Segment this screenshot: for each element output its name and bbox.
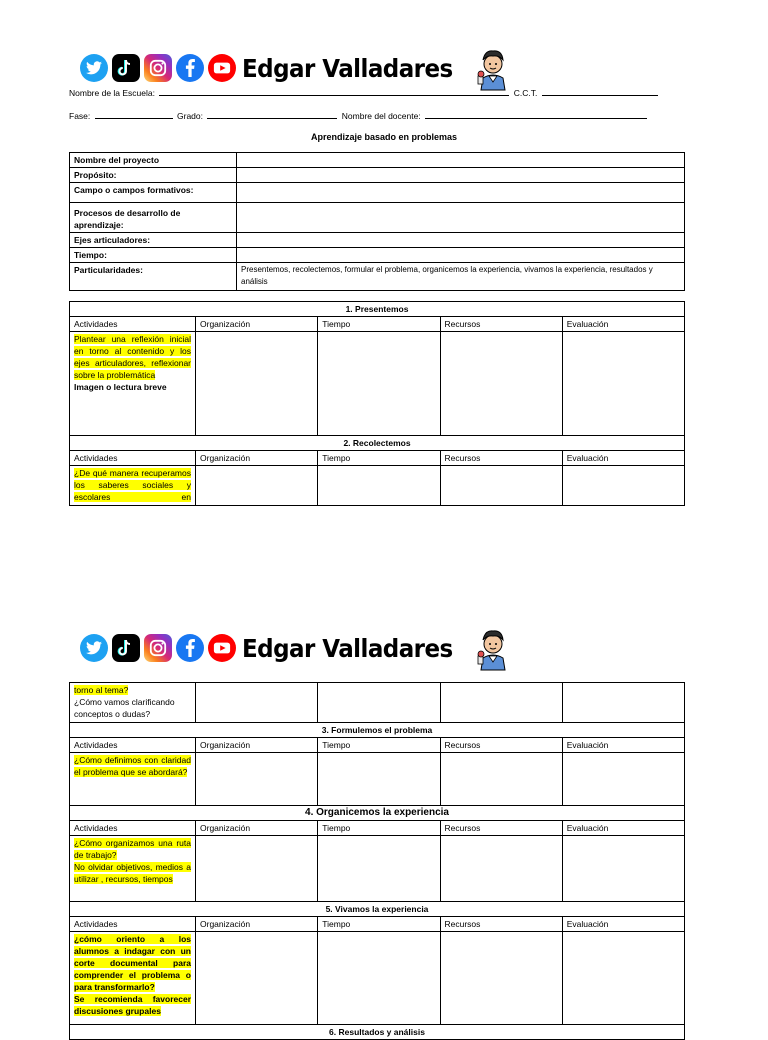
time-cell[interactable] xyxy=(318,932,440,1025)
phase-field[interactable] xyxy=(95,111,173,119)
cct-label: C.C.T. xyxy=(513,88,538,98)
info-row xyxy=(70,248,685,263)
activity-text xyxy=(74,754,191,778)
column-header: Actividades xyxy=(70,738,196,753)
column-header-row xyxy=(70,917,685,932)
instagram-icon[interactable] xyxy=(144,54,172,82)
info-value[interactable] xyxy=(237,183,685,203)
youtube-icon[interactable] xyxy=(208,54,236,82)
column-header: Organización xyxy=(196,821,318,836)
column-header: Tiempo xyxy=(318,317,440,332)
activity-cell xyxy=(70,836,196,902)
column-header: Actividades xyxy=(70,821,196,836)
info-row xyxy=(70,183,685,203)
column-header-row xyxy=(70,451,685,466)
brand-header xyxy=(80,50,511,86)
organization-cell[interactable] xyxy=(196,466,318,506)
time-cell[interactable] xyxy=(318,466,440,506)
evaluation-cell[interactable] xyxy=(562,753,684,806)
activity-text xyxy=(74,933,191,993)
column-header: Evaluación xyxy=(562,451,684,466)
activities-table-2 xyxy=(69,682,685,1040)
brand-header xyxy=(80,630,511,666)
cct-field[interactable] xyxy=(542,88,658,96)
evaluation-cell[interactable] xyxy=(562,836,684,902)
activity-cell xyxy=(70,466,196,506)
organization-cell[interactable] xyxy=(196,683,318,723)
evaluation-cell[interactable] xyxy=(562,332,684,436)
section-title: 6. Resultados y análisis xyxy=(70,1025,685,1040)
school-field[interactable] xyxy=(159,88,509,96)
avatar xyxy=(475,626,511,670)
resources-cell[interactable] xyxy=(440,836,562,902)
time-cell[interactable] xyxy=(318,683,440,723)
activity-cell xyxy=(70,753,196,806)
time-cell[interactable] xyxy=(318,753,440,806)
resources-cell[interactable] xyxy=(440,683,562,723)
project-info-table xyxy=(69,152,685,291)
column-header: Recursos xyxy=(440,917,562,932)
document-title: Aprendizaje basado en problemas xyxy=(310,132,458,142)
time-cell[interactable] xyxy=(318,836,440,902)
activity-text xyxy=(74,467,191,503)
info-label: Campo o campos formativos: xyxy=(70,183,237,203)
activity-row xyxy=(70,683,685,723)
info-value[interactable] xyxy=(237,168,685,183)
avatar xyxy=(475,46,511,90)
activity-cell xyxy=(70,683,196,723)
activity-text xyxy=(74,837,191,861)
column-header: Evaluación xyxy=(562,738,684,753)
column-header: Organización xyxy=(196,451,318,466)
column-header: Recursos xyxy=(440,451,562,466)
activity-highlight: Plantear una reflexión inicial en torno al contenido y los ejes articuladores, reflexionar sobre la problemática xyxy=(74,334,191,380)
column-header: Actividades xyxy=(70,317,196,332)
info-label: Tiempo: xyxy=(70,248,237,263)
column-header: Tiempo xyxy=(318,451,440,466)
info-label: Propósito: xyxy=(70,168,237,183)
activity-highlight: ¿Cómo definimos con claridad el problema que se abordará? xyxy=(74,755,191,777)
activity-highlight: ¿De qué manera recuperamos los saberes sociales y escolares en xyxy=(74,468,191,502)
section-title: 1. Presentemos xyxy=(70,302,685,317)
section-title: 2. Recolectemos xyxy=(70,436,685,451)
activity-extra: Imagen o lectura breve xyxy=(74,382,167,392)
info-label: Ejes articuladores: xyxy=(70,233,237,248)
organization-cell[interactable] xyxy=(196,836,318,902)
activities-table-1 xyxy=(69,301,685,506)
teacher-label: Nombre del docente: xyxy=(341,111,421,121)
info-value[interactable] xyxy=(237,248,685,263)
facebook-icon[interactable] xyxy=(176,54,204,82)
teacher-field[interactable] xyxy=(425,111,647,119)
info-value[interactable]: Presentemos, recolectemos, formular el problema, organicemos la experiencia, vivamos la experiencia, resultados y análisis xyxy=(237,263,685,291)
column-header: Evaluación xyxy=(562,917,684,932)
activity-highlight: Se recomienda favorecer discusiones grupales xyxy=(74,994,191,1016)
info-label: Procesos de desarrollo de aprendizaje: xyxy=(70,203,237,233)
activity-row xyxy=(70,332,685,436)
activity-cell xyxy=(70,332,196,436)
info-label: Particularidades: xyxy=(70,263,237,291)
brand-name: Edgar Valladares xyxy=(242,633,453,663)
activity-row xyxy=(70,753,685,806)
column-header: Actividades xyxy=(70,917,196,932)
activity-row xyxy=(70,932,685,1025)
brand-name: Edgar Valladares xyxy=(242,53,453,83)
activity-highlight: No olvidar objetivos, medios a utilizar , recursos, tiempos xyxy=(74,862,191,884)
organization-cell[interactable] xyxy=(196,932,318,1025)
resources-cell[interactable] xyxy=(440,332,562,436)
activity-highlight: ¿cómo oriento a los alumnos a indagar con un corte documental para comprender el problema o para transformarlo? xyxy=(74,934,191,992)
grade-field[interactable] xyxy=(207,111,337,119)
column-header: Evaluación xyxy=(562,821,684,836)
info-row xyxy=(70,263,685,291)
column-header: Actividades xyxy=(70,451,196,466)
organization-cell[interactable] xyxy=(196,753,318,806)
info-row xyxy=(70,168,685,183)
column-header: Organización xyxy=(196,317,318,332)
activity-cell xyxy=(70,932,196,1025)
info-row xyxy=(70,153,685,168)
instagram-icon[interactable] xyxy=(144,634,172,662)
facebook-icon[interactable] xyxy=(176,634,204,662)
column-header: Recursos xyxy=(440,317,562,332)
time-cell[interactable] xyxy=(318,332,440,436)
tiktok-icon[interactable] xyxy=(112,54,140,82)
column-header: Tiempo xyxy=(318,821,440,836)
activity-row xyxy=(70,466,685,506)
section-title: 5. Vivamos la experiencia xyxy=(70,902,685,917)
info-row xyxy=(70,233,685,248)
activity-note xyxy=(74,861,191,885)
phase-label: Fase: xyxy=(69,111,91,121)
school-line xyxy=(69,88,660,98)
info-label: Nombre del proyecto xyxy=(70,153,237,168)
section-title: 4. Organicemos la experiencia xyxy=(70,806,685,821)
twitter-icon[interactable] xyxy=(80,54,108,82)
info-value[interactable] xyxy=(237,203,685,233)
column-header: Recursos xyxy=(440,821,562,836)
grade-label: Grado: xyxy=(177,111,204,121)
activity-text: ¿Cómo vamos clarificando conceptos o dudas? xyxy=(74,697,175,719)
info-value[interactable] xyxy=(237,153,685,168)
info-value[interactable] xyxy=(237,233,685,248)
column-header: Organización xyxy=(196,738,318,753)
column-header: Tiempo xyxy=(318,917,440,932)
twitter-icon[interactable] xyxy=(80,634,108,662)
column-header: Evaluación xyxy=(562,317,684,332)
tiktok-icon[interactable] xyxy=(112,634,140,662)
column-header-row xyxy=(70,738,685,753)
page-2 xyxy=(0,622,768,1037)
evaluation-cell[interactable] xyxy=(562,466,684,506)
column-header: Recursos xyxy=(440,738,562,753)
school-label: Nombre de la Escuela: xyxy=(69,88,155,98)
activity-note xyxy=(74,993,191,1017)
resources-cell[interactable] xyxy=(440,753,562,806)
youtube-icon[interactable] xyxy=(208,634,236,662)
organization-cell[interactable] xyxy=(196,332,318,436)
column-header: Organización xyxy=(196,917,318,932)
activity-highlight: torno al tema? xyxy=(74,685,129,695)
section-title: 3. Formulemos el problema xyxy=(70,723,685,738)
column-header-row xyxy=(70,821,685,836)
column-header-row xyxy=(70,317,685,332)
resources-cell[interactable] xyxy=(440,466,562,506)
info-row xyxy=(70,203,685,233)
phase-line xyxy=(69,111,649,121)
evaluation-cell[interactable] xyxy=(562,683,684,723)
activity-highlight: ¿Cómo organizamos una ruta de trabajo? xyxy=(74,838,191,860)
column-header: Tiempo xyxy=(318,738,440,753)
evaluation-cell[interactable] xyxy=(562,932,684,1025)
activity-text xyxy=(74,333,191,381)
activity-row xyxy=(70,836,685,902)
resources-cell[interactable] xyxy=(440,932,562,1025)
